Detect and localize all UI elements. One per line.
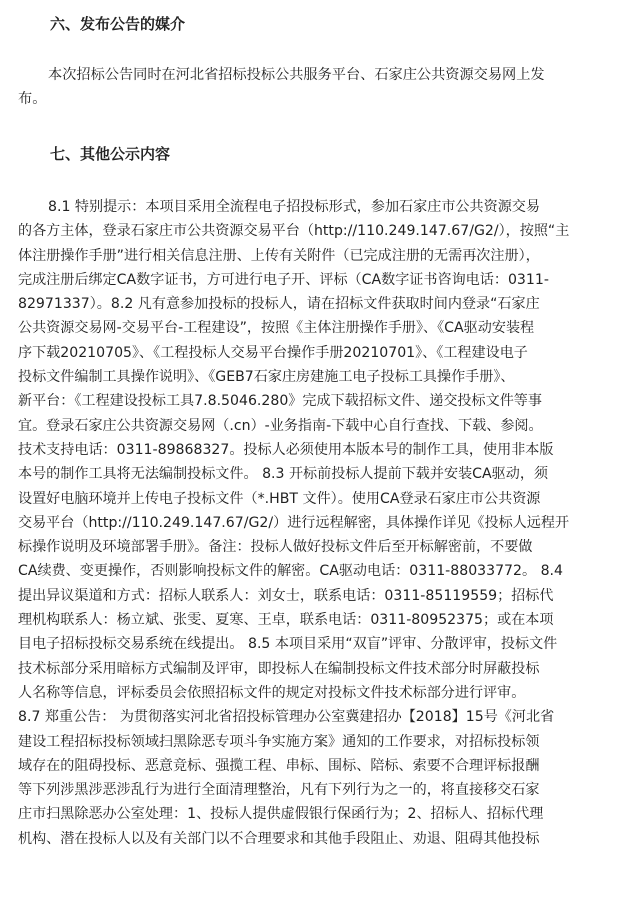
paragraph-line: 庄市扫黑除恶办公室处理：1、投标人提供虚假银行保函行为；2、招标人、招标代理 <box>18 806 544 823</box>
paragraph-line: 体注册操作手册”进行相关信息注册、上传有关附件（已完成注册的无需再次注册）， <box>18 247 540 264</box>
paragraph-line: 布。 <box>18 91 47 108</box>
paragraph-line: 目电子招标投标交易系统在线提出。 8.5 本项目采用“双盲”评审、分散评审，投标文件 <box>18 636 558 653</box>
paragraph-line: 8.7 郑重公告： 为贯彻落实河北省招投标管理办公室冀建招办【2018】15号《河北省 <box>18 709 555 726</box>
section-7-heading: 七、其他公示内容 <box>50 145 171 163</box>
paragraph-line: 宜。登录石家庄公共资源交易网（.cn）-业务指南-下载中心自行查找、下载、参阅。 <box>18 417 543 434</box>
paragraph-line: 域存在的阻碍投标、恶意竞标、强揽工程、串标、围标、陪标、索要不合理评标报酬 <box>18 757 540 774</box>
paragraph-line: 提出异议渠道和方式：招标人联系人：刘女士，联系电话：0311-85119559；招标代 <box>18 587 554 604</box>
paragraph-line: 8.1 特别提示：本项目采用全流程电子招投标形式，参加石家庄市公共资源交易 <box>48 199 540 215</box>
paragraph-line: 公共资源交易网-交易平台-工程建设”，按照《主体注册操作手册》、《CA驱动安装程 <box>18 320 535 337</box>
paragraph-line: 理机构联系人：杨立斌、张雯、夏寒、王卓，联系电话：0311-80952375；或在本项 <box>18 612 554 629</box>
paragraph-line: 技术支持电话：0311-89868327。投标人必须使用本版本号的制作工具，使用非本版 <box>18 441 554 458</box>
paragraph-line: 交易平台（http://110.249.147.67/G2/）进行远程解密，具体操作详见《投标人远程开 <box>18 514 570 531</box>
paragraph-line: 人名称等信息，评标委员会依照招标文件的规定对投标文件技术标部分进行评审。 <box>18 684 526 701</box>
paragraph-line: 设置好电脑环境并上传电子投标文件（*.HBT 文件）。使用CA登录石家庄市公共资源 <box>18 490 541 507</box>
paragraph-line: 新平台：《工程建设投标工具7.8.5046.280》完成下载招标文件、递交投标文件等事 <box>18 393 542 410</box>
section-6-heading: 六、发布公告的媒介 <box>50 15 186 33</box>
paragraph-line: 的各方主体，登录石家庄市公共资源交易平台（http://110.249.147.67/G2/），按照“主 <box>18 223 570 240</box>
paragraph-line: 等下列涉黑涉恶涉乱行为进行全面清理整治，凡有下列行为之一的，将直接移交石家 <box>18 782 540 799</box>
paragraph-line: 机构、潜在投标人以及有关部门以不合理要求和其他手段阻止、劝退、阻碍其他投标 <box>18 830 540 847</box>
section-7-paragraph <box>18 195 622 851</box>
paragraph-line: 82971337）。8.2 凡有意参加投标的投标人，请在招标文件获取时间内登录“石家庄 <box>18 296 540 313</box>
paragraph-line: CA续费、变更操作，否则影响投标文件的解密。CA驱动电话：0311-88033772。 8.4 <box>18 563 563 580</box>
section-6-paragraph <box>18 63 622 111</box>
paragraph-line: 建设工程招标投标领域扫黑除恶专项斗争实施方案》通知的工作要求，对招标投标领 <box>18 733 540 750</box>
paragraph-line: 技术标部分采用暗标方式编制及评审，即投标人在编制投标文件技术部分时屏蔽投标 <box>18 660 540 677</box>
paragraph-line: 标操作说明及环境部署手册》。备注：投标人做好投标文件后至开标解密前，不要做 <box>18 539 533 556</box>
paragraph-line: 完成注册后绑定CA数字证书，方可进行电子开、评标（CA数字证书咨询电话：0311- <box>18 271 549 288</box>
paragraph-line: 序下载20210705》、《工程投标人交易平台操作手册20210701》、《工程建设电子 <box>18 344 528 361</box>
paragraph-line: 本号的制作工具将无法编制投标文件。 8.3 开标前投标人提前下载并安装CA驱动，须 <box>18 466 549 483</box>
paragraph-line: 投标文件编制工具操作说明》、《GEB7石家庄房建施工电子投标工具操作手册》、 <box>18 369 515 386</box>
paragraph-line: 本次招标公告同时在河北省招标投标公共服务平台、石家庄公共资源交易网上发 <box>48 67 545 83</box>
